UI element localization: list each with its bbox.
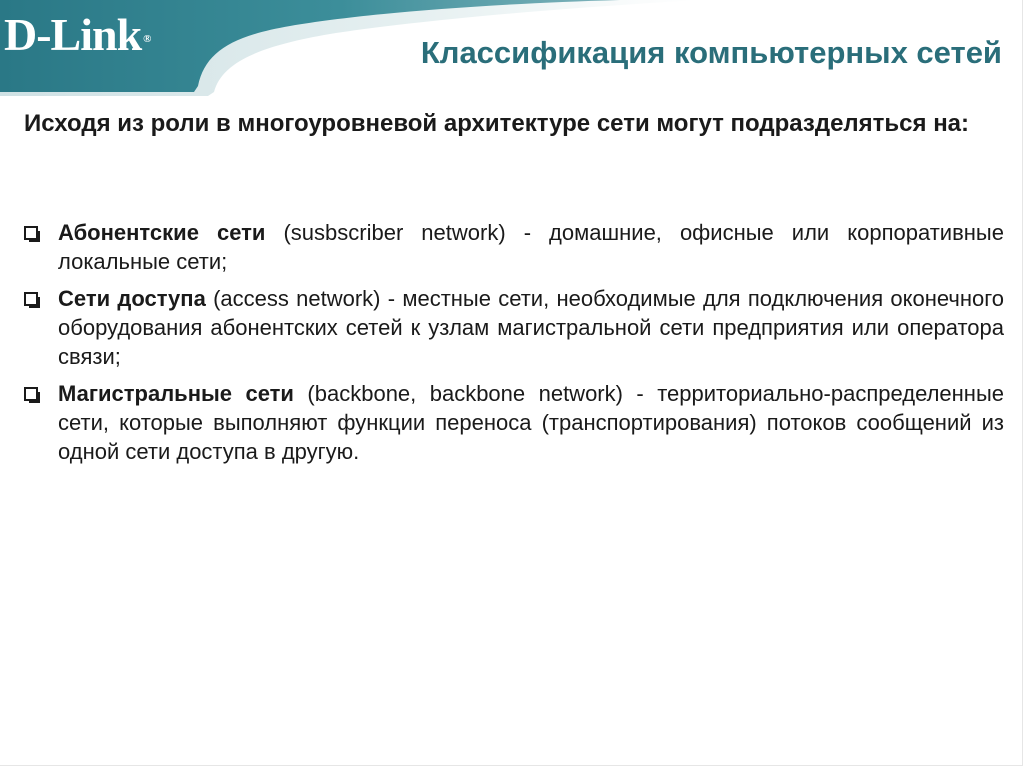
checkbox-bullet-icon	[24, 292, 38, 306]
list-item	[22, 218, 1004, 276]
logo-text: D-Link	[4, 9, 142, 60]
checkbox-bullet-icon	[24, 226, 38, 240]
bullet-term: Магистральные сети	[58, 381, 294, 406]
bullet-list	[22, 218, 1004, 474]
intro-text: Исходя из роли в многоуровневой архитектуре сети могут подразделяться на:	[24, 110, 970, 137]
logo	[4, 10, 150, 60]
list-item	[22, 379, 1004, 466]
bullet-term: Абонентские сети	[58, 220, 266, 245]
checkbox-bullet-icon	[24, 387, 38, 401]
list-item	[22, 284, 1004, 371]
bullet-text: (backbone, backbone network) - территориально-распределенные сети, которые выполняют функции переноса (транспортирования) потоков сообщений из одной сети доступа в другую.	[58, 381, 1004, 464]
bullet-text: (access network) - местные сети, необходимые для подключения оконечного оборудования абонентских сетей к узлам магистральной сети предприятия или оператора связи;	[58, 286, 1004, 369]
registered-mark: ®	[143, 33, 151, 45]
bullet-text: (susbscriber network) - домашние, офисные или корпоративные локальные сети;	[58, 220, 1004, 274]
slide-title: Классификация компьютерных сетей	[420, 35, 1002, 70]
bullet-term: Сети доступа	[58, 286, 206, 311]
